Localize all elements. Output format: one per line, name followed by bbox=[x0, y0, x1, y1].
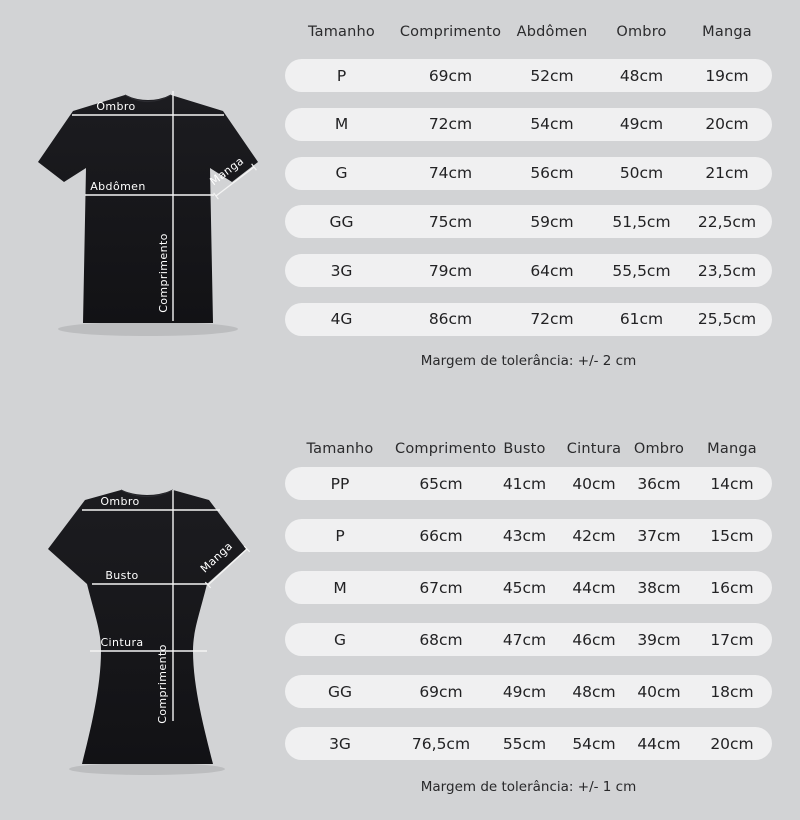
shirt-shadow bbox=[58, 322, 238, 336]
table-cell: 48cm bbox=[572, 682, 616, 701]
comprimento-label: Comprimento bbox=[157, 233, 170, 313]
table-cell: 52cm bbox=[530, 66, 574, 85]
table-cell: 56cm bbox=[530, 164, 574, 183]
table-cell: 48cm bbox=[619, 66, 664, 85]
table-cell: 68cm bbox=[419, 630, 463, 649]
table-cell: 16cm bbox=[710, 578, 754, 597]
busto-label: Busto bbox=[105, 569, 139, 582]
table-cell: 25,5cm bbox=[697, 310, 757, 329]
tolerance-note: Margem de tolerância: +/- 2 cm bbox=[420, 352, 637, 369]
abdomen-label: Abdômen bbox=[90, 180, 146, 193]
table-row bbox=[285, 108, 772, 141]
size-cell: GG bbox=[329, 212, 354, 231]
column-header: Cintura bbox=[566, 441, 622, 457]
table-cell: 61cm bbox=[619, 310, 664, 329]
table-cell: 54cm bbox=[530, 115, 574, 134]
table-cell: 19cm bbox=[705, 66, 749, 85]
table-cell: 65cm bbox=[419, 474, 463, 493]
size-cell: M bbox=[334, 115, 349, 134]
table-cell: 20cm bbox=[705, 115, 749, 134]
table-row bbox=[285, 303, 772, 336]
table-row bbox=[285, 675, 772, 708]
table-body bbox=[285, 467, 772, 760]
manga-tick bbox=[214, 193, 219, 199]
table-cell: 59cm bbox=[530, 212, 574, 231]
size-cell: 3G bbox=[330, 261, 353, 280]
table-header bbox=[285, 18, 772, 46]
table-cell: 50cm bbox=[619, 164, 664, 183]
tolerance-note: Margem de tolerância: +/- 1 cm bbox=[420, 779, 637, 795]
size-cell: M bbox=[333, 578, 347, 597]
table-cell: 22,5cm bbox=[697, 212, 757, 231]
column-header: Ombro bbox=[616, 24, 667, 40]
table-cell: 76,5cm bbox=[411, 734, 471, 753]
table-body bbox=[285, 59, 772, 336]
table-header bbox=[285, 435, 772, 463]
table-cell: 23,5cm bbox=[697, 261, 757, 280]
table-cell: 41cm bbox=[502, 474, 547, 493]
mens-shirt-silhouette bbox=[38, 95, 258, 323]
table-cell: 44cm bbox=[572, 578, 616, 597]
table-cell: 38cm bbox=[637, 578, 681, 597]
table-cell: 75cm bbox=[428, 212, 473, 231]
table-cell: 79cm bbox=[428, 261, 473, 280]
mens-shirt-illustration bbox=[30, 78, 265, 348]
womens-size-table bbox=[285, 435, 772, 797]
size-cell: 3G bbox=[329, 734, 351, 753]
column-header: Busto bbox=[503, 441, 546, 457]
size-cell: G bbox=[333, 630, 346, 649]
table-cell: 55,5cm bbox=[612, 261, 671, 280]
column-header: Comprimento bbox=[395, 441, 497, 457]
table-cell: 14cm bbox=[710, 474, 754, 493]
table-cell: 36cm bbox=[637, 474, 681, 493]
table-cell: 86cm bbox=[428, 310, 473, 329]
table-cell: 51,5cm bbox=[612, 212, 671, 231]
table-cell: 20cm bbox=[710, 734, 754, 753]
table-row bbox=[285, 254, 772, 287]
table-cell: 64cm bbox=[530, 261, 574, 280]
size-cell: GG bbox=[327, 682, 353, 701]
table-cell: 17cm bbox=[710, 630, 754, 649]
table-row bbox=[285, 157, 772, 190]
column-header: Comprimento bbox=[399, 24, 502, 40]
column-header: Tamanho bbox=[306, 441, 374, 457]
column-header: Abdômen bbox=[516, 24, 588, 40]
womens-shirt-silhouette bbox=[48, 490, 246, 764]
size-cell: G bbox=[335, 164, 348, 183]
manga-label: Manga bbox=[197, 539, 236, 576]
size-cell: P bbox=[336, 66, 347, 85]
table-cell: 55cm bbox=[502, 734, 547, 753]
table-cell: 49cm bbox=[619, 115, 664, 134]
table-row bbox=[285, 205, 772, 238]
size-cell: PP bbox=[330, 474, 350, 493]
table-cell: 49cm bbox=[502, 682, 547, 701]
table-cell: 18cm bbox=[710, 682, 754, 701]
mens-shirt-diagram bbox=[30, 78, 265, 348]
table-cell: 69cm bbox=[428, 66, 473, 85]
column-header: Ombro bbox=[633, 441, 685, 457]
manga-label: Manga bbox=[207, 154, 247, 189]
ombro-label: Ombro bbox=[96, 100, 136, 113]
womens-shirt-illustration bbox=[35, 466, 255, 784]
table-row bbox=[285, 519, 772, 552]
table-row bbox=[285, 571, 772, 604]
table-cell: 54cm bbox=[572, 734, 616, 753]
size-cell: 4G bbox=[330, 310, 353, 329]
table-cell: 72cm bbox=[428, 115, 473, 134]
shirt-shadow bbox=[69, 763, 225, 775]
column-header: Manga bbox=[702, 24, 752, 40]
table-cell: 47cm bbox=[502, 630, 547, 649]
column-header: Manga bbox=[707, 441, 757, 457]
table-cell: 15cm bbox=[710, 526, 754, 545]
column-header: Tamanho bbox=[307, 24, 375, 40]
table-row bbox=[285, 467, 772, 500]
table-row bbox=[285, 59, 772, 92]
table-cell: 40cm bbox=[572, 474, 616, 493]
table-cell: 67cm bbox=[419, 578, 463, 597]
table-cell: 74cm bbox=[428, 164, 473, 183]
table-cell: 21cm bbox=[705, 164, 749, 183]
table-cell: 43cm bbox=[502, 526, 547, 545]
table-row bbox=[285, 727, 772, 760]
mens-size-table bbox=[285, 18, 772, 371]
table-cell: 69cm bbox=[419, 682, 463, 701]
table-cell: 46cm bbox=[572, 630, 616, 649]
table-cell: 42cm bbox=[572, 526, 616, 545]
ombro-label: Ombro bbox=[100, 495, 140, 508]
table-cell: 66cm bbox=[419, 526, 463, 545]
table-cell: 40cm bbox=[637, 682, 681, 701]
table-row bbox=[285, 623, 772, 656]
size-cell: P bbox=[335, 526, 345, 545]
comprimento-label: Comprimento bbox=[156, 644, 169, 724]
table-cell: 45cm bbox=[502, 578, 547, 597]
womens-shirt-diagram bbox=[35, 466, 255, 784]
table-cell: 72cm bbox=[530, 310, 574, 329]
table-cell: 37cm bbox=[637, 526, 681, 545]
table-cell: 44cm bbox=[637, 734, 681, 753]
table-cell: 39cm bbox=[637, 630, 681, 649]
cintura-label: Cintura bbox=[100, 636, 144, 649]
